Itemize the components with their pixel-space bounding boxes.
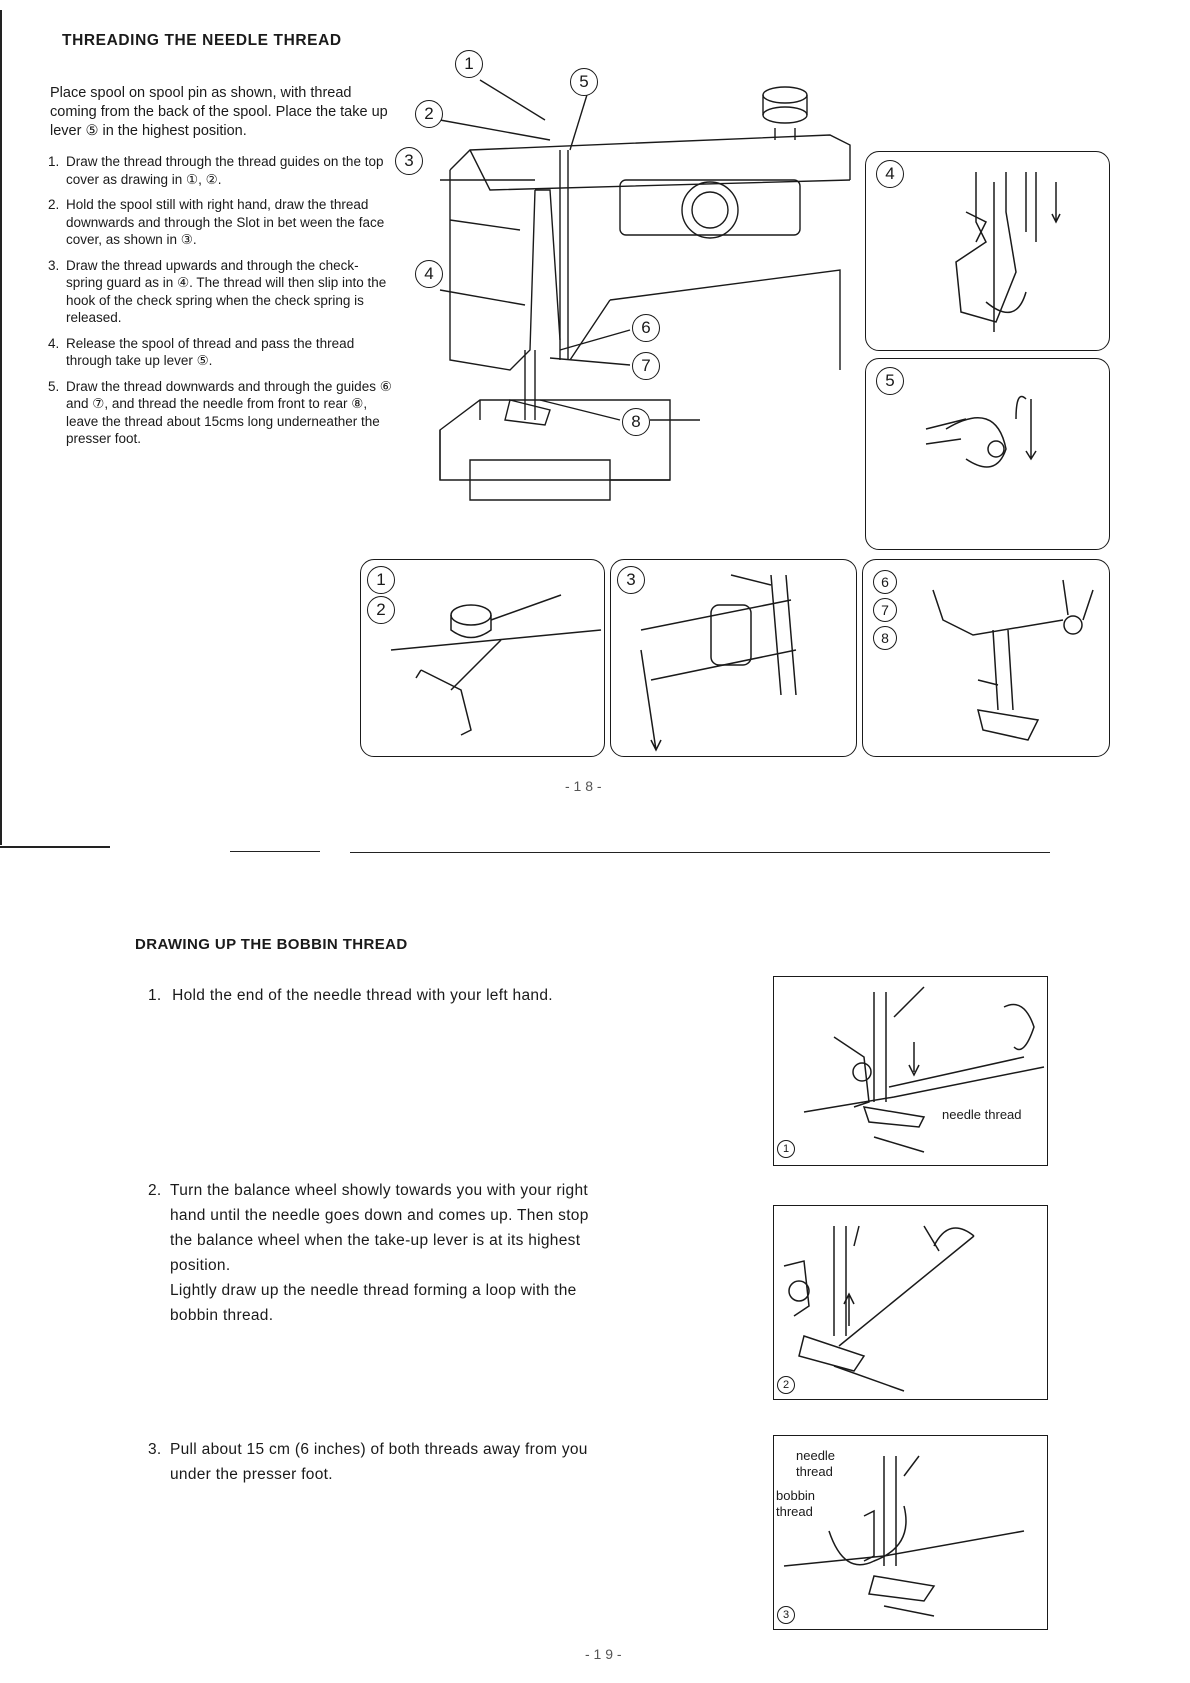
- page19-number: - 1 9 -: [585, 1646, 622, 1662]
- step-number: 1.: [48, 154, 60, 169]
- label-line: thread: [796, 1464, 833, 1479]
- page18-steps: [48, 153, 393, 456]
- step-line: Pull about 15 cm (6 inches) of both threads away from you: [170, 1441, 588, 1458]
- step-line: under the presser foot.: [170, 1466, 333, 1483]
- label-line: thread: [776, 1504, 813, 1519]
- figure-number-1: 1: [367, 566, 395, 594]
- page18-step: [48, 257, 393, 327]
- step-text: Draw the thread upwards and through the check-spring guard as in ④. The thread will then slip into the hook of the check spring when the check spring is released.: [66, 257, 387, 325]
- step-number: 4.: [48, 335, 60, 351]
- step-number: 2.: [148, 1182, 162, 1199]
- bobbin-figure-1: [773, 976, 1048, 1166]
- bobbin-figure-3: [773, 1435, 1048, 1630]
- detail-figure-6-7-8: [862, 559, 1110, 757]
- figure-label-bobbin-thread: [776, 1488, 815, 1520]
- page-break-line: [0, 846, 110, 848]
- callout-2: 2: [415, 100, 443, 128]
- figure-number-3: 3: [617, 566, 645, 594]
- step-line: position.: [170, 1257, 231, 1274]
- page-edge: [0, 10, 2, 845]
- figure-number-4: 4: [876, 160, 904, 188]
- step-text: Release the spool of thread and pass the thread through take up lever ⑤.: [66, 335, 355, 368]
- page19-step-1: [148, 983, 553, 1008]
- figure-number-1: 1: [777, 1140, 795, 1158]
- label-line: needle: [796, 1448, 836, 1463]
- page18-step: [48, 153, 393, 188]
- figure-number-3: 3: [777, 1606, 795, 1624]
- page19-step-2: [148, 1178, 678, 1328]
- figure-label-needle-thread: needle thread: [942, 1107, 1022, 1122]
- step-number: 5.: [48, 378, 60, 394]
- callout-8: 8: [622, 408, 650, 436]
- callout-5: 5: [570, 68, 598, 96]
- page18-step: [48, 335, 393, 370]
- step-line: Lightly draw up the needle thread forming a loop with the: [170, 1282, 577, 1299]
- step-line: the balance wheel when the take-up lever is at its highest: [170, 1232, 581, 1249]
- page19-title: DRAWING UP THE BOBBIN THREAD: [135, 936, 408, 953]
- callout-3: 3: [395, 147, 423, 175]
- figure-number-2: 2: [367, 596, 395, 624]
- step-number: 1.: [148, 987, 162, 1004]
- page-break-line: [350, 852, 1050, 853]
- page18-title: THREADING THE NEEDLE THREAD: [62, 32, 342, 49]
- step-line: Turn the balance wheel showly towards you with your right: [170, 1182, 589, 1199]
- step-text: Draw the thread downwards and through the guides ⑥ and ⑦, and thread the needle from front to rear ⑧, leave the thread about 15cms long underneather the presser foot.: [66, 378, 392, 446]
- label-line: bobbin: [776, 1488, 816, 1503]
- callout-6: 6: [632, 314, 660, 342]
- page18-number: - 1 8 -: [565, 778, 602, 794]
- figure-number-5: 5: [876, 367, 904, 395]
- detail-figure-1-2: [360, 559, 605, 757]
- step-line: bobbin thread.: [170, 1307, 274, 1324]
- step-text: Hold the spool still with right hand, draw the thread downwards and through the Slot in bet ween the face cover, as shown in ③.: [66, 197, 385, 247]
- figure-number-2: 2: [777, 1376, 795, 1394]
- page18-intro: Place spool on spool pin as shown, with thread coming from the back of the spool. Place the take up lever ⑤ in the highest position.: [50, 85, 388, 139]
- step-number: 3.: [148, 1441, 162, 1458]
- callout-4: 4: [415, 260, 443, 288]
- detail-figure-5: [865, 358, 1110, 550]
- page19-step-3: [148, 1437, 678, 1487]
- detail-figure-4: [865, 151, 1110, 351]
- figure-number-8: 8: [873, 626, 897, 650]
- step-text: Hold the end of the needle thread with your left hand.: [172, 987, 553, 1004]
- page18-step: [48, 196, 393, 249]
- detail-figure-3: [610, 559, 857, 757]
- figure-label-needle-thread: [796, 1448, 835, 1480]
- figure-number-7: 7: [873, 598, 897, 622]
- sewing-machine-diagram: [404, 40, 870, 540]
- callout-1: 1: [455, 50, 483, 78]
- callout-7: 7: [632, 352, 660, 380]
- step-number: 3.: [48, 257, 60, 273]
- step-number: 2.: [48, 197, 60, 212]
- bobbin-figure-2: [773, 1205, 1048, 1400]
- page18-step: [48, 378, 393, 448]
- page-break-line: [230, 851, 320, 852]
- step-text: Draw the thread through the thread guides on the top cover as drawing in ①, ②.: [66, 154, 384, 187]
- step-line: hand until the needle goes down and comes up. Then stop: [170, 1207, 589, 1224]
- figure-number-6: 6: [873, 570, 897, 594]
